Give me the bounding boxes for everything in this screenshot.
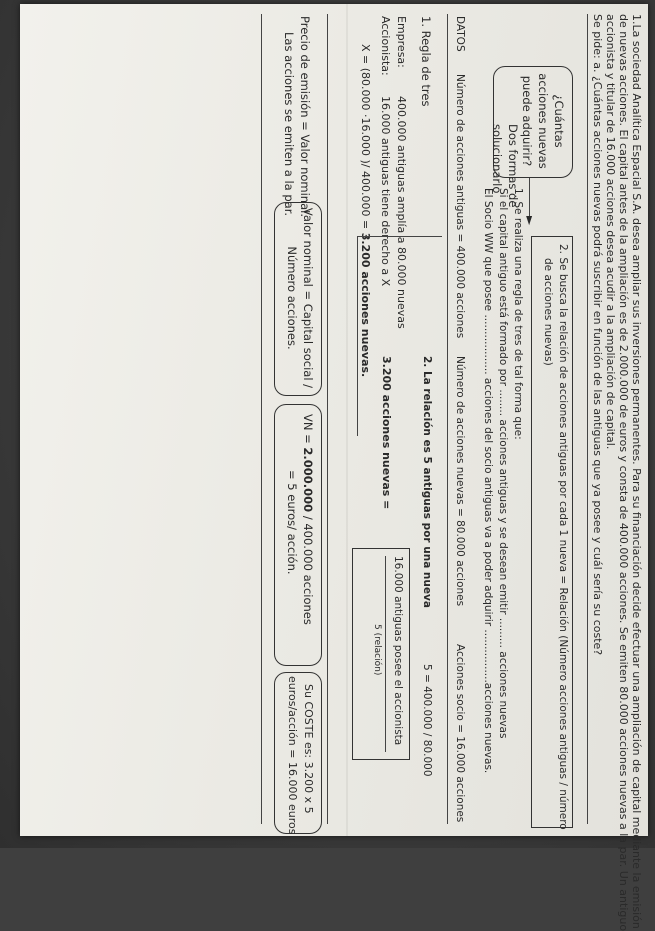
paper-sheet [20,4,648,931]
regla-accionista-label: Accionista: [379,16,392,76]
regla-accionista-text: 16.000 antiguas tiene derecho a X [379,96,392,287]
method-1-line-1: Si el capital antiguo está formado por ........ acciones antiguas y se desean emitir ......... acciones nuevas [497,188,509,739]
valor-nominal-line-1: Valor nominal = Capital social / [301,207,315,389]
precio-top-rule [327,14,328,824]
question-line-3: puede adquirir? [520,75,534,167]
method-1-title: 1. Se realiza una regla de tres de tal forma que: [512,188,524,440]
regla-bottom-rule [357,236,358,436]
datos-nuevas: Número de acciones nuevas = 80.000 acciones [454,356,466,607]
precio-left-line-2: Las acciones se emiten a la par. [282,32,296,217]
regla-divider [358,236,442,237]
regla-empresa-text: 400.000 antiguas amplía a 80.000 nuevas [395,96,408,329]
datos-antiguas: Número de acciones antiguas = 400.000 acciones [454,74,466,339]
arrow-line [529,178,530,220]
statement-underline [587,14,588,824]
statement-line-4: Se pide: a. ¿Cuántas acciones nuevas podrá suscribir en función de las antiguas que ya posee y cuál sería su coste? [591,14,604,656]
datos-underline [447,14,448,824]
relacion-numerator: 16.000 antiguas posee el accionista [392,556,404,746]
rotated-page-content [20,4,648,931]
statement-line-3: accionista y titular de 16.000 acciones desea acudir a la ampliación de capital. [604,14,617,450]
datos-label: DATOS [454,16,466,52]
coste-line-1: Su COSTE es: 3.200 x 5 [302,684,315,814]
regla-formula: X = (80.000 ·16.000 )/ 400.000 = 3.200 acciones nuevas. [359,44,372,378]
relacion-denominator: 5 (relación) [372,624,382,676]
relacion-result-left: 3.200 acciones nuevas = [380,356,393,510]
coste-line-2: euros/acción = 16.000 euros [286,676,299,835]
relacion-calc: 5 = 400.000 / 80.000 [421,664,433,777]
statement-line-1: 1.La sociedad Analítica Espacial S.A. desea ampliar sus inversiones permanentes. Para su financiación decide efectuar una ampliación de capital mediante la emisión [630,14,643,929]
precio-left-line-1: Precio de emisión = Valor nominal. [298,16,312,217]
regla-title: 1. Regla de tres [419,16,433,107]
method-2-line-1: 2. Se busca la relación de acciones antiguas por cada 1 nueva = Relación (Número acciones antiguas / número [557,244,569,830]
method-1-line-2: El Socio WW que posee .................. acciones del socio antiguas va a poder adquirir ................acciones nuevas. [482,188,494,774]
datos-socio: Acciones socio = 16.000 acciones [454,644,466,823]
valor-nominal-line-2: Número acciones. [285,246,299,350]
question-line-2: acciones nuevas [536,73,550,169]
fraction-bar [385,556,386,752]
fold-line [346,4,348,836]
methods-title-line-2: solucionarlo [490,124,504,194]
method-2-line-2: de acciones nuevas) [542,258,554,366]
regla-empresa-label: Empresa: [395,16,408,68]
vn-line-1: VN = 2.000.000 / 400.000 acciones [301,414,315,625]
precio-bottom-rule [261,14,262,824]
statement-line-2: de nuevas acciones. El capital antes de la ampliación es de 2.000.000 de euros y consta de 400.000 acciones. Se emiten 80.000 acciones nuevas a la par. Un antiguo [617,14,630,931]
vn-line-2: = 5 euros/ acción. [285,470,299,575]
relacion-title: 2. La relación es 5 antiguas por una nueva [421,356,433,608]
methods-title-line-1: Dos formas de [506,124,520,208]
arrow-head-icon: ► [523,216,537,226]
question-line-1: ¿Cuántas [552,94,566,148]
